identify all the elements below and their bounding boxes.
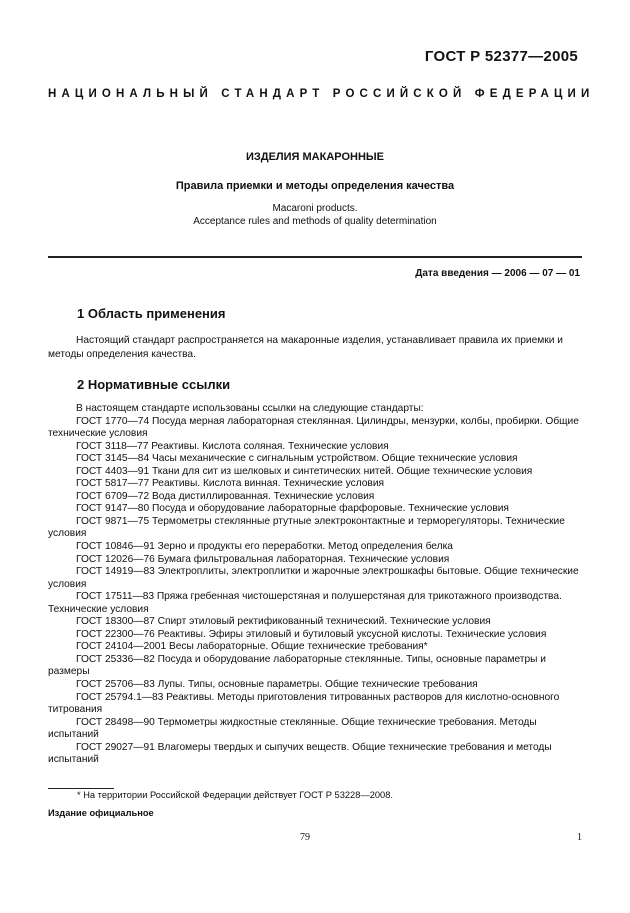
reference-item: ГОСТ 3118—77 Реактивы. Кислота соляная. Технические условия bbox=[76, 440, 389, 452]
references-intro: В настоящем стандарте использованы ссылки на следующие стандарты: bbox=[76, 403, 424, 414]
national-standard-banner: НАЦИОНАЛЬНЫЙ СТАНДАРТ РОССИЙСКОЙ ФЕДЕРАЦИИ bbox=[48, 88, 595, 100]
document-title: ИЗДЕЛИЯ МАКАРОННЫЕ bbox=[245, 151, 385, 163]
footnote-divider bbox=[48, 788, 114, 789]
reference-item: ГОСТ 4403—91 Ткани для сит из шелковых и синтетических нитей. Общие технические условия bbox=[76, 465, 533, 477]
reference-item: ГОСТ 14919—83 Электроплиты, электроплитки и жарочные электрошкафы бытовые. Общие технические условия bbox=[48, 566, 579, 590]
document-subtitle: Правила приемки и методы определения качества bbox=[175, 180, 455, 192]
reference-item: ГОСТ 25794.1—83 Реактивы. Методы приготовления титрованных растворов для кислотно-основного титрования bbox=[48, 691, 560, 716]
title-divider bbox=[48, 256, 582, 258]
page-number-right: 1 bbox=[577, 832, 582, 843]
reference-item: ГОСТ 18300—87 Спирт этиловый ректификованный технический. Технические условия bbox=[76, 616, 491, 628]
english-title-line-1: Macaroni products. bbox=[272, 203, 358, 214]
reference-item: ГОСТ 24104—2001 Весы лабораторные. Общие технические требования* bbox=[76, 641, 428, 653]
section-1-text: Настоящий стандарт распространяется на макаронные изделия, устанавливает правила их приемки и методы определения качества. bbox=[48, 335, 563, 360]
reference-item: ГОСТ 1770—74 Посуда мерная лабораторная стеклянная. Цилиндры, мензурки, колбы, пробирки. Общие технические условия bbox=[48, 415, 579, 440]
page-number: 79 bbox=[300, 832, 310, 843]
edition-label: Издание официальное bbox=[48, 808, 154, 818]
footnote: * На территории Российской Федерации действует ГОСТ Р 53228—2008. bbox=[77, 790, 393, 800]
reference-item: ГОСТ 3145—84 Часы механические с сигнальным устройством. Общие технические условия bbox=[76, 453, 518, 465]
reference-item: ГОСТ 28498—90 Термометры жидкостные стеклянные. Общие технические требования. Методы испытаний bbox=[48, 716, 537, 741]
reference-item: ГОСТ 25706—83 Лупы. Типы, основные параметры. Общие технические требования bbox=[76, 679, 478, 691]
reference-item: ГОСТ 25336—82 Посуда и оборудование лабораторные стеклянные. Типы, основные параметры и размеры bbox=[48, 653, 546, 678]
reference-item: ГОСТ 12026—76 Бумага фильтровальная лабораторная. Технические условия bbox=[76, 553, 450, 565]
reference-item: ГОСТ 10846—91 Зерно и продукты его переработки. Метод определения белка bbox=[76, 541, 453, 553]
section-1-heading: 1 Область применения bbox=[77, 306, 226, 321]
english-title-line-2: Acceptance rules and methods of quality determination bbox=[193, 216, 437, 227]
introduction-date: Дата введения — 2006 — 07 — 01 bbox=[415, 268, 580, 279]
reference-item: ГОСТ 9871—75 Термометры стеклянные ртутные электроконтактные и терморегуляторы. Технические условия bbox=[48, 515, 565, 540]
reference-item: ГОСТ 29027—91 Влагомеры твердых и сыпучих веществ. Общие технические требования и методы испытаний bbox=[48, 741, 552, 766]
section-2-heading: 2 Нормативные ссылки bbox=[77, 377, 231, 392]
normative-references bbox=[48, 403, 582, 767]
reference-item: ГОСТ 6709—72 Вода дистиллированная. Технические условия bbox=[76, 490, 375, 502]
reference-item: ГОСТ 17511—83 Пряжа гребенная чистошерстяная и полушерстяная для трикотажного производства. Технические условия bbox=[48, 591, 562, 615]
reference-item: ГОСТ 5817—77 Реактивы. Кислота винная. Технические условия bbox=[76, 478, 385, 490]
reference-item: ГОСТ 9147—80 Посуда и оборудование лабораторные фарфоровые. Технические условия bbox=[76, 503, 509, 515]
standard-code: ГОСТ Р 52377—2005 bbox=[424, 48, 578, 65]
reference-item: ГОСТ 22300—76 Реактивы. Эфиры этиловый и бутиловый уксусной кислоты. Технические условия bbox=[76, 628, 547, 640]
